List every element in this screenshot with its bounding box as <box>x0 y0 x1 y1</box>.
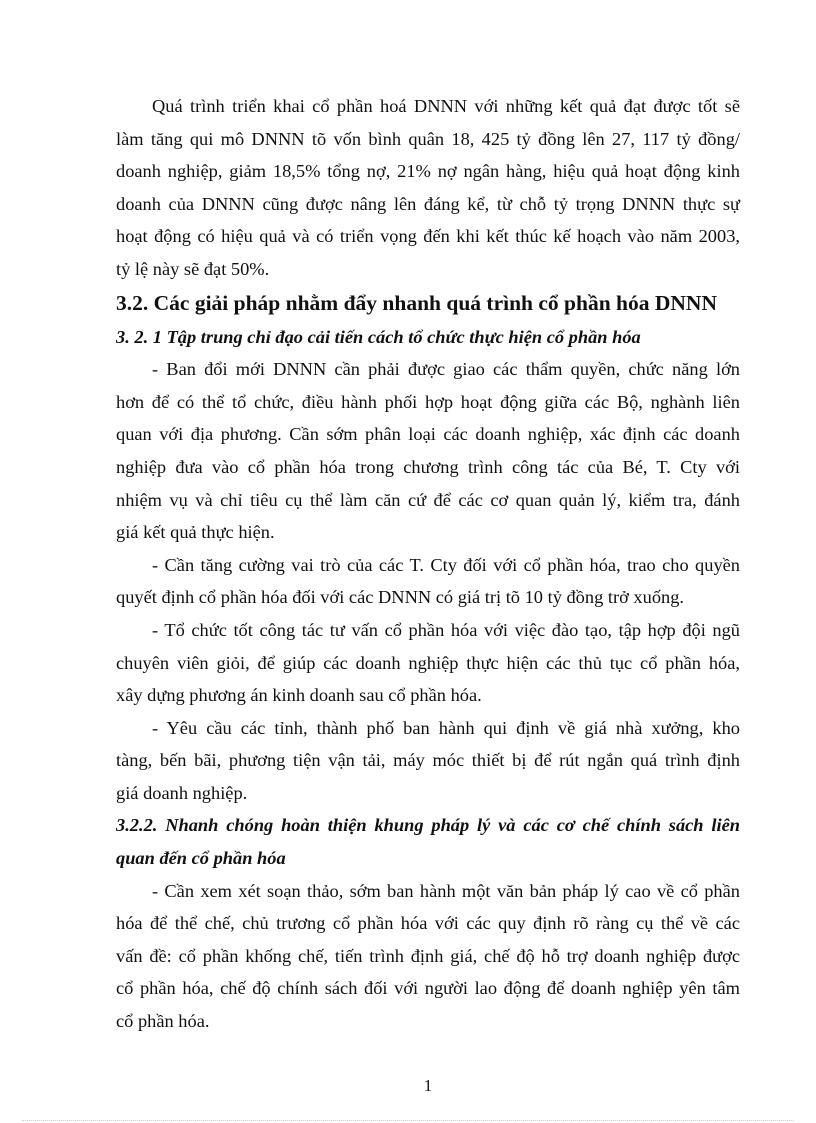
text-line: quyết định cổ phần hóa đối với các DNNN có giá trị tõ 10 tỷ đồng trở xuống. <box>116 587 684 608</box>
text-line: tỷ lệ này sẽ đạt 50%. <box>116 258 270 279</box>
text-line: giá kết quả thực hiện. <box>116 522 275 543</box>
paragraph <box>116 549 740 614</box>
text-line: - Ban đổi mới DNNN cần phải được giao các thẩm quyền, chức năng lớn <box>152 359 740 380</box>
text-line: hóa để thể chế, chủ trương cổ phần hóa với các quy định rõ ràng cụ thể về các <box>116 913 740 934</box>
page-number: 1 <box>423 1076 433 1095</box>
section-heading-3-2: 3.2. Các giải pháp nhằm đẩy nhanh quá trình cổ phần hóa DNNN <box>116 290 717 315</box>
text-line: - Cần tăng cường vai trò của các T. Cty đối với cổ phần hóa, trao cho quyền <box>152 554 740 575</box>
text-line: nhiệm vụ và chỉ tiêu cụ thể làm căn cứ để các cơ quan quản lý, kiểm tra, đánh <box>116 489 740 510</box>
text-line: chuyên viên giỏi, để giúp các doanh nghiệp thực hiện các thủ tục cổ phần hóa, <box>116 652 740 673</box>
intro-paragraph <box>116 90 740 286</box>
paragraph <box>116 712 740 810</box>
text-line: - Yêu cầu các tỉnh, thành phố ban hành qui định về giá nhà xưởng, kho <box>152 717 740 738</box>
paragraph <box>116 875 740 1038</box>
text-line: - Cần xem xét soạn thảo, sớm ban hành một văn bản pháp lý cao về cổ phần <box>152 880 740 901</box>
text-line: xây dựng phương án kinh doanh sau cổ phần hóa. <box>116 685 482 706</box>
text-line: doanh của DNNN cũng được nâng lên đáng kể, từ chỗ tỷ trọng DNNN thực sự <box>116 193 740 214</box>
text-line: - Tổ chức tốt công tác tư vấn cổ phần hóa với việc đào tạo, tập hợp đội ngũ <box>152 619 740 640</box>
text-line: giá doanh nghiệp. <box>116 782 248 803</box>
page-divider <box>22 1120 794 1121</box>
text-line: quan với địa phương. Cần sớm phân loại các doanh nghiệp, xác định các doanh <box>116 424 740 445</box>
subsection-heading-3-2-1: 3. 2. 1 Tập trung chỉ đạo cải tiến cách tổ chức thực hiện cổ phần hóa <box>116 326 641 347</box>
text-line: doanh nghiệp, giảm 18,5% tổng nợ, 21% nợ ngân hàng, hiệu quả hoạt động kinh <box>116 161 740 182</box>
text-line: vấn đề: cổ phần khống chế, tiến trình định giá, chế độ hỗ trợ doanh nghiệp được <box>116 945 740 966</box>
subsection-heading-3-2-2-cont: quan đến cổ phần hóa <box>116 848 286 869</box>
text-line: hoạt động có hiệu quả và có triển vọng đến khi kết thúc kế hoạch vào năm 2003, <box>116 226 740 247</box>
subsection-heading-3-2-2: 3.2.2. Nhanh chóng hoàn thiện khung pháp lý và các cơ chế chính sách liên <box>116 815 740 836</box>
text-line: làm tăng qui mô DNNN tõ vốn bình quân 18, 425 tỷ đồng lên 27, 117 tỷ đồng/ <box>116 128 740 149</box>
text-line: cổ phần hóa, chế độ chính sách đối với người lao động để doanh nghiệp yên tâm <box>116 978 740 999</box>
paragraph <box>116 614 740 712</box>
document-body <box>116 90 740 1038</box>
text-line: hơn để có thể tổ chức, điều hành phối hợp hoạt động giữa các Bộ, nghành liên <box>116 391 740 412</box>
paragraph <box>116 353 740 549</box>
text-line: cổ phần hóa. <box>116 1011 210 1032</box>
text-line: nghiệp đưa vào cổ phần hóa trong chương trình công tác của Bé, T. Cty với <box>116 456 740 477</box>
text-line: Quá trình triển khai cổ phần hoá DNNN với những kết quả đạt được tốt sẽ <box>152 96 740 116</box>
text-line: tàng, bến bãi, phương tiện vận tải, máy móc thiết bị để rút ngắn quá trình định <box>116 750 740 771</box>
